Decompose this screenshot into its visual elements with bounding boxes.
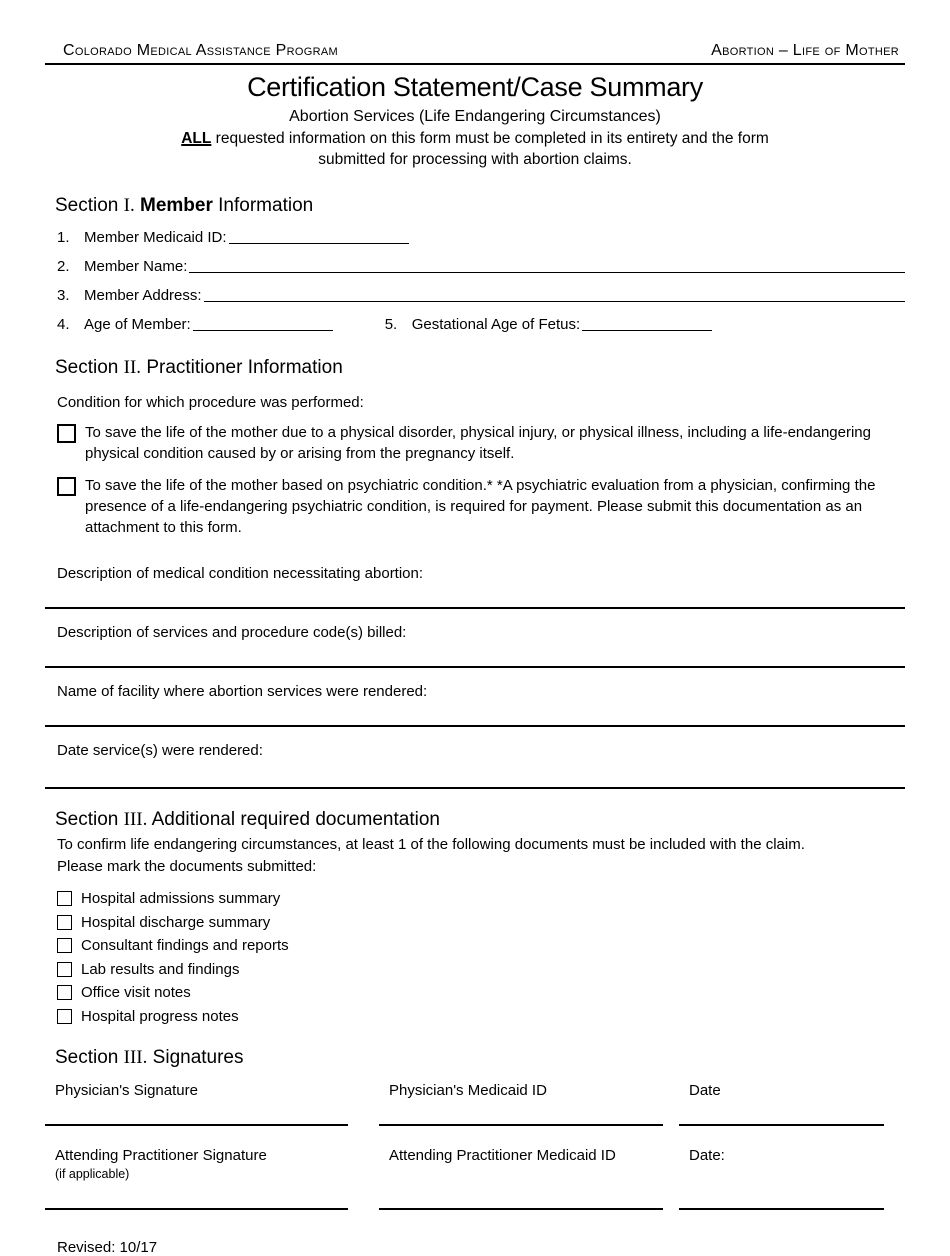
item-number: 2. bbox=[57, 257, 70, 275]
page-title: Certification Statement/Case Summary bbox=[247, 72, 703, 102]
section2-heading-rest: Practitioner Information bbox=[141, 356, 343, 378]
hospital-admissions-label: Hospital admissions summary bbox=[81, 890, 281, 908]
service-date-label: Date service(s) were rendered: bbox=[57, 741, 263, 759]
signatures-heading-rest: Signatures bbox=[147, 1046, 244, 1068]
notice-line-1-text: requested information on this form must be completed in its entirety and the form bbox=[211, 130, 769, 147]
notice-line-1 bbox=[45, 129, 905, 150]
physical-condition-option bbox=[57, 422, 905, 464]
hospital-admissions-checkbox[interactable] bbox=[57, 891, 72, 906]
medical-condition-description-label: Description of medical condition necessitating abortion: bbox=[57, 564, 424, 582]
member-medicaid-id-row bbox=[57, 217, 905, 246]
facility-name-label: Name of facility where abortion services were rendered: bbox=[57, 682, 428, 700]
signature-row-physician bbox=[45, 1082, 905, 1126]
instructions-notice bbox=[45, 129, 905, 171]
signatures-heading-pre: Section bbox=[55, 1046, 124, 1068]
consultant-findings-checkbox[interactable] bbox=[57, 938, 72, 953]
physician-medicaid-id-field[interactable] bbox=[379, 1082, 663, 1126]
member-medicaid-id-label: Member Medicaid ID: bbox=[84, 228, 227, 246]
section2-heading-numeral: II. bbox=[123, 356, 142, 378]
document-option-row bbox=[57, 1008, 905, 1025]
medical-condition-field-block bbox=[45, 565, 905, 609]
document-option-row bbox=[57, 914, 905, 931]
signatures-heading-numeral: III. bbox=[123, 1046, 148, 1068]
section1-heading-rest: Information bbox=[212, 194, 314, 216]
item-number: 3. bbox=[57, 286, 70, 304]
physician-date-field[interactable] bbox=[679, 1082, 884, 1126]
document-option-row bbox=[57, 890, 905, 907]
section1-heading-numeral: I. bbox=[123, 194, 135, 216]
physician-medicaid-id-label: Physician's Medicaid ID bbox=[389, 1081, 547, 1099]
header-form-type: Abortion – Life of Mother bbox=[711, 42, 899, 59]
hospital-progress-notes-checkbox[interactable] bbox=[57, 1009, 72, 1024]
header-program-name: Colorado Medical Assistance Program bbox=[63, 42, 338, 59]
section3-heading-numeral: III. bbox=[123, 808, 148, 830]
section3-heading-rest: Additional required documentation bbox=[147, 808, 440, 830]
psychiatric-condition-label: To save the life of the mother based on psychiatric condition.* bbox=[85, 476, 493, 494]
attending-signature-field[interactable] bbox=[45, 1147, 348, 1210]
documentation-instructions: To confirm life endangering circumstances, at least 1 of the following documents must be included with the claim. Please mark the documents submitted: bbox=[57, 835, 805, 875]
office-visit-notes-label: Office visit notes bbox=[81, 984, 191, 1002]
attending-date-label: Date: bbox=[689, 1146, 725, 1164]
member-address-field[interactable] bbox=[204, 301, 905, 302]
section1-heading-bold: Member bbox=[134, 194, 213, 216]
psychiatric-condition-option bbox=[57, 475, 905, 538]
psychiatric-condition-checkbox[interactable] bbox=[57, 477, 76, 496]
service-date-field[interactable] bbox=[45, 787, 905, 789]
revision-date: Revised: 10/17 bbox=[57, 1238, 158, 1256]
member-age-label: Age of Member: bbox=[84, 315, 191, 333]
member-age-field[interactable] bbox=[193, 330, 333, 331]
service-date-field-block bbox=[45, 742, 905, 789]
member-name-row bbox=[57, 246, 905, 275]
age-and-gestation-row bbox=[57, 304, 905, 333]
physical-condition-label: To save the life of the mother due to a physical disorder, physical injury, or physical illness, including a life-endangering physical condition caused by or arising from the pregnancy itself. bbox=[85, 423, 871, 462]
services-billed-field-block bbox=[45, 624, 905, 668]
consultant-findings-label: Consultant findings and reports bbox=[81, 937, 289, 955]
section2-heading-pre: Section bbox=[55, 356, 124, 378]
section1-heading bbox=[55, 195, 905, 217]
document-option-row bbox=[57, 961, 905, 978]
section3-heading-pre: Section bbox=[55, 808, 124, 830]
signature-row-attending bbox=[45, 1147, 905, 1210]
gestational-age-label: Gestational Age of Fetus: bbox=[411, 315, 581, 333]
psychiatric-condition-text bbox=[85, 475, 885, 538]
if-applicable-note: (if applicable) bbox=[55, 1166, 130, 1181]
item-number: 1. bbox=[57, 228, 70, 246]
member-address-row bbox=[57, 275, 905, 304]
hospital-discharge-checkbox[interactable] bbox=[57, 915, 72, 930]
item-number: 4. bbox=[57, 315, 70, 333]
notice-line-2: submitted for processing with abortion claims. bbox=[318, 150, 632, 168]
page-subtitle: Abortion Services (Life Endangering Circumstances) bbox=[289, 108, 661, 125]
attending-medicaid-id-field[interactable] bbox=[379, 1147, 663, 1210]
lab-results-label: Lab results and findings bbox=[81, 960, 240, 978]
section1-heading-pre: Section bbox=[55, 194, 124, 216]
psychiatric-note: *A psychiatric evaluation from a physician, confirming the presence of a life-endangering psychiatric condition, is required for payment. Please submit this documentation as an attachment to this form. bbox=[85, 476, 876, 536]
section2-heading bbox=[55, 357, 905, 379]
physician-signature-label: Physician's Signature bbox=[55, 1081, 198, 1099]
member-name-field[interactable] bbox=[189, 272, 905, 273]
hospital-discharge-label: Hospital discharge summary bbox=[81, 913, 271, 931]
document-option-row bbox=[57, 937, 905, 954]
lab-results-checkbox[interactable] bbox=[57, 962, 72, 977]
member-medicaid-id-field[interactable] bbox=[229, 243, 409, 244]
medical-condition-description-field[interactable] bbox=[45, 607, 905, 609]
physical-condition-checkbox[interactable] bbox=[57, 424, 76, 443]
member-address-label: Member Address: bbox=[84, 286, 202, 304]
services-billed-label: Description of services and procedure code(s) billed: bbox=[57, 623, 407, 641]
signatures-heading bbox=[55, 1047, 905, 1069]
hospital-progress-notes-label: Hospital progress notes bbox=[81, 1007, 239, 1025]
condition-prompt: Condition for which procedure was performed: bbox=[57, 393, 364, 411]
attending-date-field[interactable] bbox=[679, 1147, 884, 1210]
services-billed-field[interactable] bbox=[45, 666, 905, 668]
page-header bbox=[45, 42, 905, 65]
gestational-age-field[interactable] bbox=[582, 330, 712, 331]
facility-name-field-block bbox=[45, 683, 905, 727]
document-option-row bbox=[57, 984, 905, 1001]
notice-all-emphasis: ALL bbox=[181, 130, 212, 147]
section3-heading bbox=[55, 809, 905, 831]
physician-signature-field[interactable] bbox=[45, 1082, 348, 1126]
facility-name-field[interactable] bbox=[45, 725, 905, 727]
member-name-label: Member Name: bbox=[84, 257, 188, 275]
office-visit-notes-checkbox[interactable] bbox=[57, 985, 72, 1000]
attending-medicaid-id-label: Attending Practitioner Medicaid ID bbox=[389, 1146, 616, 1164]
attending-signature-label: Attending Practitioner Signature bbox=[55, 1146, 267, 1164]
physician-date-label: Date bbox=[689, 1081, 721, 1099]
item-number: 5. bbox=[384, 315, 398, 333]
